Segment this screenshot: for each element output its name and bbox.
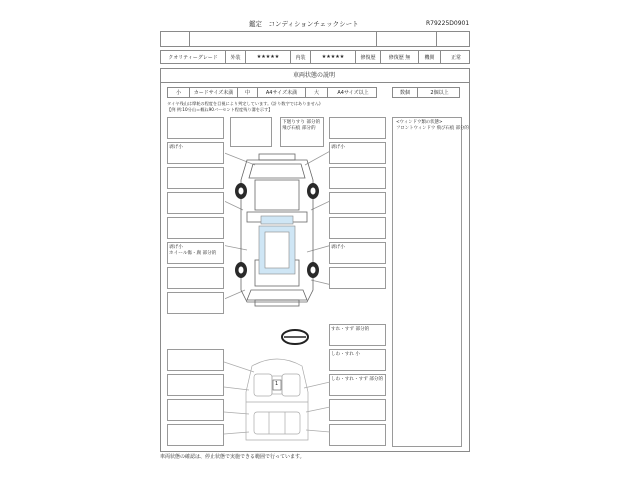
label-front-center: 下廻りすり 部分的	[282, 120, 321, 125]
damage-box-left-5	[167, 217, 224, 239]
blank-header-row	[160, 31, 470, 47]
damage-box-left-1	[167, 117, 224, 139]
window-condition-panel	[392, 117, 462, 447]
damage-box-right-3	[329, 167, 386, 189]
label-seat-2: しわ・すれ・すず 部分的	[331, 377, 384, 382]
interior-box-right-4	[329, 399, 386, 421]
damage-box-right-1	[329, 117, 386, 139]
count-legend: 数個 2個以上	[392, 87, 460, 98]
tire-note: タイヤ残山は摩耗の程度を目視により判定しています。(計り数字ではありません)	[167, 101, 321, 106]
label-left-lower-2: ホイール傷・腐 部分的	[169, 251, 217, 256]
window-condition-detail: フロントウィンドウ 飛び石痕 部分的	[396, 126, 469, 131]
damage-box-right-7	[329, 267, 386, 289]
damage-box-right-4	[329, 192, 386, 214]
label-steering: すれ・すず 部分的	[331, 327, 370, 332]
steering-wheel-icon	[280, 328, 310, 346]
exterior-value: ★★★★★	[246, 51, 291, 63]
damage-box-left-8	[167, 292, 224, 314]
interior-box-left-3	[167, 399, 224, 421]
label-left-upper: 剥げ小	[169, 145, 183, 150]
damage-box-left-4	[167, 192, 224, 214]
label-left-lower: 剥げ小	[169, 245, 183, 250]
label-right-lower: 剥げ小	[331, 245, 345, 250]
damage-box-left-3	[167, 167, 224, 189]
meter-label: 機関	[419, 51, 441, 63]
car-interior-diagram	[224, 352, 330, 446]
footer-note: 車両状態の確認は、停止状態で実施できる範囲で行っています。	[160, 454, 305, 460]
repair-value: 修復歴 無	[381, 51, 419, 63]
interior-box-left-2	[167, 374, 224, 396]
tire-note-example: 【例 例:10分山＝概ね90パーセント程度残り溝を示す】	[167, 107, 273, 112]
interior-label: 内装	[291, 51, 311, 63]
damage-box-left-7	[167, 267, 224, 289]
car-top-view-diagram	[225, 140, 329, 310]
label-seat-1: しわ・すれ 小	[331, 352, 361, 357]
seat-number: 1	[275, 381, 279, 387]
grade-row	[160, 50, 470, 64]
size-legend: 小 カードサイズ未満 中 A4サイズ未満 大 A4サイズ以上	[167, 87, 377, 98]
label-right-upper: 剥げ小	[331, 145, 345, 150]
section-title: 車両状態の説明	[293, 72, 336, 79]
exterior-label: 外装	[226, 51, 246, 63]
window-condition-heading: <ウィンドウ類の状態>	[396, 120, 443, 125]
damage-box-right-5	[329, 217, 386, 239]
repair-label: 修復歴	[356, 51, 381, 63]
interior-box-left-4	[167, 424, 224, 446]
sheet-number: R79225D0901	[426, 20, 470, 27]
label-front-center-2: 飛び石痕 部分的	[282, 126, 316, 131]
quality-grade-label: クオリティーグレード	[161, 51, 226, 63]
interior-box-right-5	[329, 424, 386, 446]
meter-value: 正常	[450, 54, 461, 61]
interior-value: ★★★★★	[311, 51, 356, 63]
sheet-title: 鑑定 コンディションチェックシート	[249, 20, 359, 28]
interior-box-left-1	[167, 349, 224, 371]
